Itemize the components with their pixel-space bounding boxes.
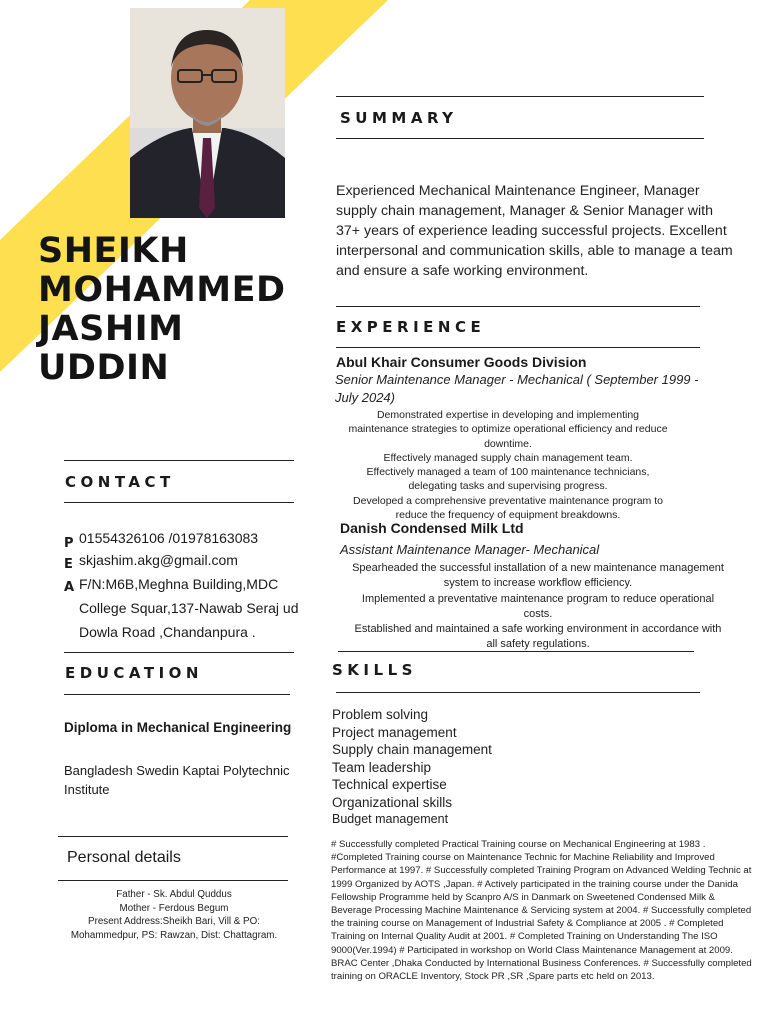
education-heading: EDUCATION xyxy=(65,664,203,682)
divider xyxy=(64,502,294,503)
personal-line: Mohammedpur, PS: Rawzan, Dist: Chattagram. xyxy=(70,929,278,941)
divider xyxy=(64,460,294,461)
address-line: F/N:M6B,Meghna Building,MDC xyxy=(79,576,279,592)
name-line: JASHIM xyxy=(38,309,184,349)
divider xyxy=(336,692,700,693)
divider xyxy=(336,347,700,348)
divider xyxy=(336,138,704,139)
personal-details xyxy=(55,888,293,942)
job-desc-line: Established and maintained a safe working environment in accordance with xyxy=(354,623,722,636)
personal-line: Mother - Ferdous Begum xyxy=(119,902,229,914)
job-desc-line: Demonstrated expertise in developing and implementing xyxy=(376,409,640,421)
divider xyxy=(336,96,704,97)
job-company: Danish Condensed Milk Ltd xyxy=(340,520,524,536)
job-desc-line: Implemented a preventative maintenance program to reduce operational xyxy=(361,592,715,605)
address-line: College Squar,137-Nawab Seraj ud xyxy=(79,600,299,616)
job-desc-line: Spearheaded the successful installation of a new maintenance management xyxy=(352,562,724,574)
job-desc-line: Effectively managed supply chain management team. xyxy=(383,451,633,464)
job-role xyxy=(340,541,730,559)
job-desc-line: all safety regulations. xyxy=(486,638,590,651)
address-value xyxy=(79,572,319,644)
address-line: Dowla Road ,Chandanpura . xyxy=(79,624,256,640)
training-paragraph: # Successfully completed Practical Training course on Mechanical Engineering at 1983 . #Completed Training course on Maintenance Technic for Machine Reliability and Improved Performance at 1997. # Successfully completed Training Program on Advanced Welding Technic at 1999 Organized by AOTS ,Japan. # Actively participated in the training course under the Danida Fellowship Programme held by Scanpro A/S in Danmark on Sweetened Condensed Milk & Beverage Processing Machine Maintenance & Servicing system at 2004. # Successfully completed the training course on Management of Industrial Safety & Compliance at 2005 . # Completed Training on Internal Quality Audit at 2001. # Completed Training on Understanding The ISO 9000(Ver.1994) # Participated in workshop on World Class Maintenance Management at 2009. BRAC Center ,Dhaka Conducted by International Business Conferences. # Successfully completed training on ORACLE Inventory, Stock PR ,SR ,Spare parts etc held on 2013. xyxy=(331,839,752,983)
job-desc-line: costs. xyxy=(523,607,553,620)
personal-line: Present Address:Sheikh Bari, Vill & PO: xyxy=(88,916,260,927)
summary-heading: SUMMARY xyxy=(340,109,458,127)
skills-list xyxy=(332,706,492,829)
profile-photo xyxy=(130,8,285,218)
skill-item: Project management xyxy=(332,724,457,740)
email-key: E xyxy=(64,557,73,572)
job-desc-line: delegating tasks and supervising progress. xyxy=(408,480,608,493)
job-desc-line: Developed a comprehensive preventative maintenance program to xyxy=(353,494,663,507)
email-value[interactable]: skjashim.akg@gmail.com xyxy=(79,552,238,568)
job-desc-line: maintenance strategies to optimize operational efficiency and reduce xyxy=(348,423,668,436)
phone-value[interactable]: 01554326106 /01978163083 xyxy=(79,530,259,546)
job-desc-line: system to increase workflow efficiency. xyxy=(443,577,633,590)
divider xyxy=(58,836,288,837)
job-desc-line: Effectively managed a team of 100 maintenance technicians, xyxy=(366,466,650,479)
name-line: SHEIKH xyxy=(38,231,189,271)
experience-heading: EXPERIENCE xyxy=(336,318,486,336)
education-school: Bangladesh Swedin Kaptai Polytechnic Institute xyxy=(64,763,290,797)
skill-item: Organizational skills xyxy=(332,794,453,810)
name-line: UDDIN xyxy=(38,348,170,388)
education-degree: Diploma in Mechanical Engineering xyxy=(64,720,292,735)
address-key: A xyxy=(64,580,75,595)
skill-item: Supply chain management xyxy=(332,742,492,757)
job-description xyxy=(318,408,698,522)
summary-text: Experienced Mechanical Maintenance Engineer, Manager supply chain management, Manager & Senior Manager with 37+ years of experience leading successful projects. Excellent interpersonal and communication skills, able to manage a team and ensure a safe working environment. xyxy=(336,183,733,279)
job-desc-line: downtime. xyxy=(484,437,532,450)
contact-heading: CONTACT xyxy=(65,473,175,491)
job-description xyxy=(330,561,746,653)
portrait-illustration xyxy=(130,8,285,218)
skills-heading: SKILLS xyxy=(332,661,417,679)
skill-item: Problem solving xyxy=(332,707,429,722)
job-role xyxy=(335,371,725,407)
job-desc-line: reduce the frequency of equipment breakdowns. xyxy=(395,509,621,522)
divider xyxy=(338,651,694,652)
personal-details-heading: Personal details xyxy=(67,849,181,866)
phone-key: P xyxy=(64,536,74,551)
divider xyxy=(336,306,700,307)
skill-item: Technical expertise xyxy=(332,777,447,792)
skill-item: Team leadership xyxy=(332,759,432,775)
divider xyxy=(64,652,294,653)
job-company: Abul Khair Consumer Goods Division xyxy=(336,354,587,370)
personal-line: Father - Sk. Abdul Quddus xyxy=(116,889,232,900)
skill-item: Budget management xyxy=(332,812,449,826)
name-line: MOHAMMED xyxy=(38,270,286,310)
job-role-line: Senior Maintenance Manager - Mechanical ( September 1999 - xyxy=(335,372,699,387)
full-name xyxy=(38,232,286,388)
job-role-line: July 2024) xyxy=(335,390,395,405)
divider xyxy=(58,880,288,881)
divider xyxy=(64,694,290,695)
job-role-line: Assistant Maintenance Manager- Mechanical xyxy=(340,542,600,557)
